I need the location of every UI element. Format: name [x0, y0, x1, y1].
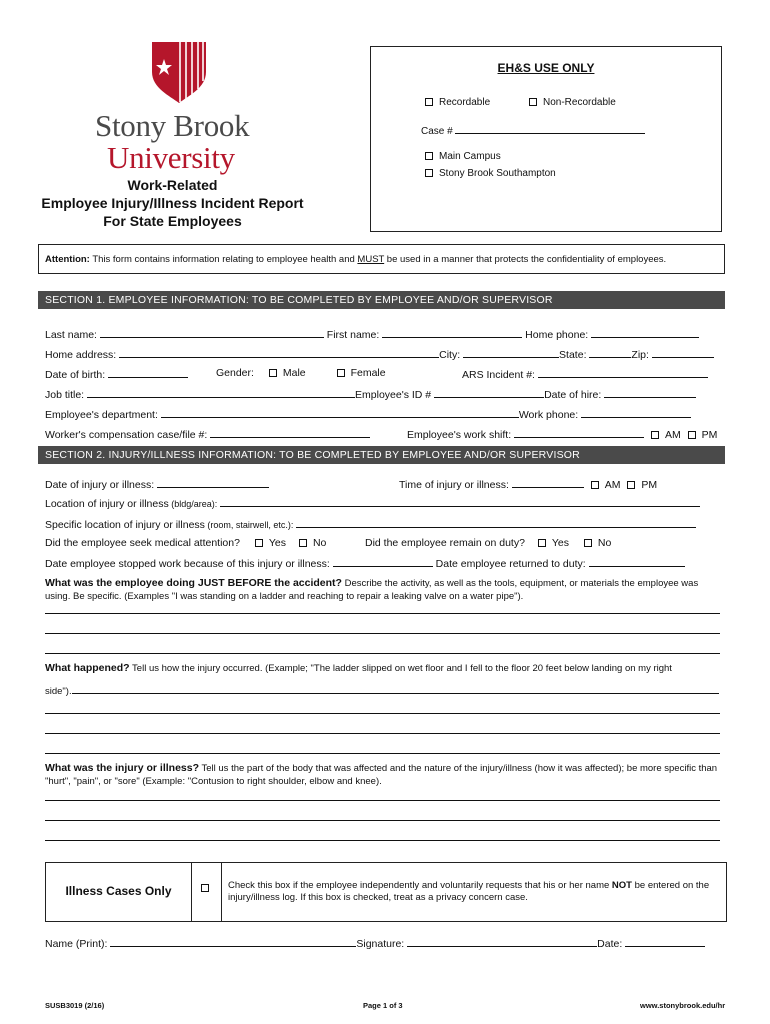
shift-am-checkbox[interactable]: [651, 431, 659, 439]
returned-duty-input[interactable]: [589, 556, 685, 567]
work-shift-input[interactable]: [514, 427, 644, 438]
illness-checkbox-cell[interactable]: [191, 863, 222, 921]
question-what-happened: What happened? Tell us how the injury occurred. (Example; "The ladder slipped on wet floor and I fell to the floor 20 feet below landing on my right: [45, 662, 672, 674]
form-title-line3: For State Employees: [103, 213, 242, 229]
ars-incident-field[interactable]: ARS Incident #:: [462, 367, 708, 381]
recordable-option[interactable]: Recordable: [425, 97, 490, 108]
female-checkbox[interactable]: [337, 369, 345, 377]
southampton-option[interactable]: Stony Brook Southampton: [425, 168, 556, 179]
question-before-accident: What was the employee doing JUST BEFORE the accident? Describe the activity, as well as the tools, equipment, or materials the employee was using. Be specific. (Examples "I was standing on a ladder and reaching to repair a leaking valve on a water pipe").: [45, 577, 699, 602]
main-campus-option[interactable]: Main Campus: [425, 151, 501, 162]
answer-line[interactable]: [72, 683, 719, 694]
city-input[interactable]: [463, 347, 559, 358]
section1-header: SECTION 1. EMPLOYEE INFORMATION: TO BE COMPLETED BY EMPLOYEE AND/OR SUPERVISOR: [38, 291, 725, 309]
time-injury-field[interactable]: Time of injury or illness: AM PM: [399, 479, 658, 491]
illness-cases-label: Illness Cases Only: [65, 884, 172, 898]
section2-header: SECTION 2. INJURY/ILLNESS INFORMATION: TO BE COMPLETED BY EMPLOYEE AND/OR SUPERVISOR: [38, 446, 725, 464]
remain-no-checkbox[interactable]: [584, 539, 592, 547]
last-name-input[interactable]: [100, 327, 324, 338]
comp-case-row[interactable]: Worker's compensation case/file #:: [45, 427, 370, 441]
answer-line[interactable]: [45, 840, 720, 841]
department-input[interactable]: [161, 407, 519, 418]
dob-input[interactable]: [108, 367, 188, 378]
form-title-line2: Employee Injury/Illness Incident Report: [41, 195, 304, 211]
page-number: Page 1 of 3: [363, 1001, 403, 1010]
home-phone-input[interactable]: [591, 327, 699, 338]
answer-line[interactable]: [45, 633, 720, 634]
answer-line[interactable]: [45, 713, 720, 714]
ars-incident-input[interactable]: [538, 367, 708, 378]
answer-line[interactable]: [45, 613, 720, 614]
gender-field[interactable]: Gender: Male Female: [216, 367, 386, 379]
medical-attention-field[interactable]: Did the employee seek medical attention? Yes No: [45, 537, 327, 549]
injury-pm-checkbox[interactable]: [627, 481, 635, 489]
main-campus-checkbox[interactable]: [425, 152, 433, 160]
attention-notice: Attention: This form contains information relating to employee health and MUST be used in a manner that protects the confidentiality of employees.: [38, 244, 725, 274]
specific-location-row[interactable]: Specific location of injury or illness (room, stairwell, etc.):: [45, 517, 696, 531]
last-name-row[interactable]: Last name: First name: Home phone:: [45, 327, 699, 341]
answer-line[interactable]: [45, 753, 720, 754]
case-number-field[interactable]: Case #: [421, 123, 645, 137]
ehs-title: EH&S USE ONLY: [497, 61, 595, 75]
remain-yes-checkbox[interactable]: [538, 539, 546, 547]
question-injury-illness: What was the injury or illness? Tell us the part of the body that was affected and the nature of the injury/illness (how it was affected); be more specific than "hurt", "pain", or "sore" (Example: "Contusion to right shoulder, elbow and knee).: [45, 762, 718, 787]
logo-wordmark-line2: University: [107, 140, 235, 175]
medical-no-checkbox[interactable]: [299, 539, 307, 547]
comp-case-input[interactable]: [210, 427, 370, 438]
university-shield-icon: [150, 42, 208, 104]
stopped-work-row[interactable]: Date employee stopped work because of this injury or illness: Date employee returned to duty:: [45, 556, 685, 570]
date-injury-input[interactable]: [157, 477, 269, 488]
answer-line[interactable]: [45, 733, 720, 734]
location-input[interactable]: [220, 496, 700, 507]
signature-input[interactable]: [407, 936, 597, 947]
home-address-input[interactable]: [119, 347, 439, 358]
specific-location-input[interactable]: [296, 517, 696, 528]
injury-am-checkbox[interactable]: [591, 481, 599, 489]
recordable-checkbox[interactable]: [425, 98, 433, 106]
date-of-hire-input[interactable]: [604, 387, 696, 398]
department-row[interactable]: Employee's department: Work phone:: [45, 407, 691, 421]
illness-cases-box: [45, 862, 727, 922]
footer-url[interactable]: www.stonybrook.edu/hr: [640, 1001, 726, 1010]
date-injury-field[interactable]: Date of injury or illness:: [45, 477, 269, 491]
work-phone-input[interactable]: [581, 407, 691, 418]
illness-label-cell: [46, 863, 192, 921]
work-shift-field[interactable]: Employee's work shift: AM PM: [407, 429, 718, 441]
job-title-row[interactable]: Job title: Employee's ID # Date of hire:: [45, 387, 696, 401]
first-name-input[interactable]: [382, 327, 522, 338]
answer-line[interactable]: [45, 820, 720, 821]
shift-pm-checkbox[interactable]: [688, 431, 696, 439]
form-title-line1: Work-Related: [127, 177, 218, 193]
home-address-row[interactable]: Home address: City: State: Zip:: [45, 347, 714, 361]
illness-instructions: Check this box if the employee independently and voluntarily requests that his or her name NOT be entered on the injury/illness log. If this box is checked, treat as a privacy concern case.: [228, 880, 710, 903]
location-row[interactable]: Location of injury or illness (bldg/area):: [45, 496, 700, 510]
dob-row[interactable]: Date of birth:: [45, 367, 188, 381]
non-recordable-option[interactable]: Non-Recordable: [529, 97, 616, 108]
ehs-use-only-box: [370, 46, 722, 232]
remain-on-duty-field[interactable]: Did the employee remain on duty? Yes No: [365, 537, 612, 549]
zip-input[interactable]: [652, 347, 714, 358]
name-print-input[interactable]: [110, 936, 356, 947]
answer-line[interactable]: [45, 800, 720, 801]
signature-date-input[interactable]: [625, 936, 705, 947]
form-id: SUSB3019 (2/16): [45, 1001, 105, 1010]
medical-yes-checkbox[interactable]: [255, 539, 263, 547]
southampton-checkbox[interactable]: [425, 169, 433, 177]
privacy-concern-checkbox[interactable]: [201, 884, 209, 892]
non-recordable-checkbox[interactable]: [529, 98, 537, 106]
logo-wordmark-line1: Stony Brook: [95, 108, 250, 143]
employee-id-input[interactable]: [434, 387, 544, 398]
answer-line[interactable]: [45, 653, 720, 654]
stopped-work-input[interactable]: [333, 556, 433, 567]
time-injury-input[interactable]: [512, 477, 584, 488]
question-what-happened-cont[interactable]: side").: [45, 683, 719, 697]
state-input[interactable]: [589, 347, 631, 358]
job-title-input[interactable]: [87, 387, 355, 398]
signature-row[interactable]: Name (Print): Signature: Date:: [45, 936, 705, 950]
male-checkbox[interactable]: [269, 369, 277, 377]
